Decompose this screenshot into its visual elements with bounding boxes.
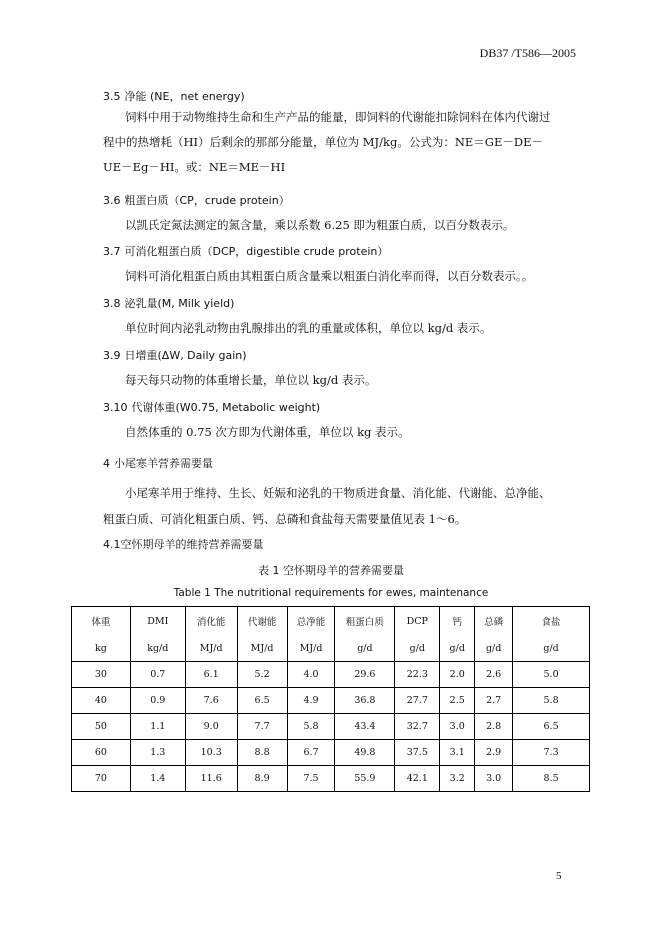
table-cell: 6.5 <box>513 714 590 740</box>
table-cell: 10.3 <box>185 740 237 766</box>
table-cell: 9.0 <box>185 714 237 740</box>
section-4-body: 小尾寒羊用于维持、生长、妊娠和泌乳的干物质进食量、消化能、代谢能、总净能、粗蛋白质、可消化粗蛋白质、钙、总磷和食盐每天需要量值见表 1～6。 <box>103 486 551 526</box>
table-cell: g/d <box>475 635 513 662</box>
table-cell: 7.7 <box>237 714 287 740</box>
table-cell: DCP <box>395 607 440 636</box>
table-cell: 6.1 <box>185 662 237 688</box>
table-cell: 49.8 <box>335 740 395 766</box>
table-cell: 6.5 <box>237 688 287 714</box>
table-cell: 11.6 <box>185 766 237 792</box>
section-3-8-body: 单位时间内泌乳动物由乳腺排出的乳的重量或体积，单位以 kg/d 表示。 <box>125 321 492 335</box>
section-number: 4.1 <box>103 538 121 551</box>
table-cell: 1.1 <box>130 714 185 740</box>
table-cell: 8.8 <box>237 740 287 766</box>
section-title: 净能 (NE，net energy) <box>124 90 245 103</box>
section-3-10-body: 自然体重的 0.75 次方即为代谢体重，单位以 kg 表示。 <box>125 425 410 439</box>
section-4-1-heading <box>103 536 264 552</box>
section-3-6-body: 以凯氏定氮法测定的氮含量，乘以系数 6.25 即为粗蛋白质，以百分数表示。 <box>125 218 515 232</box>
table-cell: 体重 <box>72 607 131 636</box>
table-cell: 3.1 <box>440 740 475 766</box>
table-cell: 37.5 <box>395 740 440 766</box>
table-cell: 3.2 <box>440 766 475 792</box>
section-title: 小尾寒羊营养需要量 <box>114 457 213 470</box>
table-cell: 32.7 <box>395 714 440 740</box>
document-code: DB37 /T586—2005 <box>479 46 576 60</box>
table-cell: 1.3 <box>130 740 185 766</box>
table-cell: 7.6 <box>185 688 237 714</box>
table-cell: 2.9 <box>475 740 513 766</box>
table-cell: 总净能 <box>287 607 335 636</box>
table-cell: 粗蛋白质 <box>335 607 395 636</box>
table-cell: 27.7 <box>395 688 440 714</box>
section-title: 泌乳量(M, Milk yield) <box>124 297 235 310</box>
section-number: 3.7 <box>103 245 121 258</box>
section-number: 3.6 <box>103 194 121 207</box>
section-number: 3.8 <box>103 297 121 310</box>
table-cell: 7.3 <box>513 740 590 766</box>
table-row <box>72 740 590 766</box>
table-cell: 2.6 <box>475 662 513 688</box>
section-title: 日增重(ΔW, Daily gain) <box>124 349 247 362</box>
table-cell: MJ/d <box>237 635 287 662</box>
section-3-10-heading <box>103 399 320 415</box>
table-cell: 5.8 <box>513 688 590 714</box>
section-3-7-heading <box>103 243 388 259</box>
table-row <box>72 766 590 792</box>
table-cell: 代谢能 <box>237 607 287 636</box>
table-title-cn: 表 1 空怀期母羊的营养需要量 <box>258 564 404 577</box>
section-number: 3.10 <box>103 401 128 414</box>
table-cell: 7.5 <box>287 766 335 792</box>
table-cell: kg <box>72 635 131 662</box>
table-cell: 50 <box>72 714 131 740</box>
section-3-5-heading <box>103 88 245 104</box>
section-3-7-body: 饲料可消化粗蛋白质由其粗蛋白质含量乘以粗蛋白消化率而得，以百分数表示。。 <box>125 269 534 283</box>
section-title: 可消化粗蛋白质（DCP，digestible crude protein） <box>124 245 389 258</box>
table-cell: 总磷 <box>475 607 513 636</box>
table-header-row <box>72 607 590 636</box>
table-units-row <box>72 635 590 662</box>
table-cell: 43.4 <box>335 714 395 740</box>
table-cell: 0.7 <box>130 662 185 688</box>
section-title: 空怀期母羊的维持营养需要量 <box>120 538 264 551</box>
section-title: 代谢体重(W0.75, Metabolic weight) <box>131 401 321 414</box>
table-cell: 70 <box>72 766 131 792</box>
table-cell: 0.9 <box>130 688 185 714</box>
nutrition-table <box>71 606 590 792</box>
section-3-9-body: 每天每只动物的体重增长量，单位以 kg/d 表示。 <box>125 373 377 387</box>
table-cell: 4.9 <box>287 688 335 714</box>
section-number: 3.9 <box>103 349 121 362</box>
table-cell: g/d <box>395 635 440 662</box>
section-3-5-body: 饲料中用于动物维持生命和生产产品的能量，即饲料的代谢能扣除饲料在体内代谢过程中的热增耗（HI）后剩余的那部分能量，单位为 MJ/kg。公式为：NE＝GE－DE－UE－Eg－HI。或：NE＝ME－HI <box>103 110 551 174</box>
table-cell: kg/d <box>130 635 185 662</box>
section-4-heading <box>103 455 213 471</box>
table-cell: g/d <box>440 635 475 662</box>
table-cell: 5.2 <box>237 662 287 688</box>
page-number: 5 <box>556 870 562 882</box>
table-cell: MJ/d <box>287 635 335 662</box>
section-title: 粗蛋白质（CP，crude protein） <box>124 194 290 207</box>
table-cell: 钙 <box>440 607 475 636</box>
table-cell: 29.6 <box>335 662 395 688</box>
table-cell: 8.9 <box>237 766 287 792</box>
table-title-en: Table 1 The nutritional requirements for ewes, maintenance <box>173 587 489 599</box>
table-cell: 3.0 <box>440 714 475 740</box>
table-cell: 60 <box>72 740 131 766</box>
table-cell: 4.0 <box>287 662 335 688</box>
table-row <box>72 714 590 740</box>
table-cell: 8.5 <box>513 766 590 792</box>
table-cell: MJ/d <box>185 635 237 662</box>
table-cell: 2.7 <box>475 688 513 714</box>
section-3-8-heading <box>103 295 234 311</box>
table-cell: 22.3 <box>395 662 440 688</box>
table-row <box>72 688 590 714</box>
table-cell: 30 <box>72 662 131 688</box>
table-cell: 1.4 <box>130 766 185 792</box>
table-cell: 5.0 <box>513 662 590 688</box>
table-cell: 3.0 <box>475 766 513 792</box>
table-cell: 食盐 <box>513 607 590 636</box>
section-number: 3.5 <box>103 90 121 103</box>
table-cell: 36.8 <box>335 688 395 714</box>
table-cell: 5.8 <box>287 714 335 740</box>
table-cell: 2.5 <box>440 688 475 714</box>
section-3-6-heading <box>103 192 290 208</box>
table-cell: 2.0 <box>440 662 475 688</box>
table-cell: 40 <box>72 688 131 714</box>
table-cell: DMI <box>130 607 185 636</box>
section-3-9-heading <box>103 347 247 363</box>
table-cell: 2.8 <box>475 714 513 740</box>
table-cell: 55.9 <box>335 766 395 792</box>
table-cell: g/d <box>335 635 395 662</box>
table-cell: 消化能 <box>185 607 237 636</box>
table-cell: 6.7 <box>287 740 335 766</box>
section-number: 4 <box>103 457 110 470</box>
table-cell: g/d <box>513 635 590 662</box>
table-row <box>72 662 590 688</box>
table-cell: 42.1 <box>395 766 440 792</box>
